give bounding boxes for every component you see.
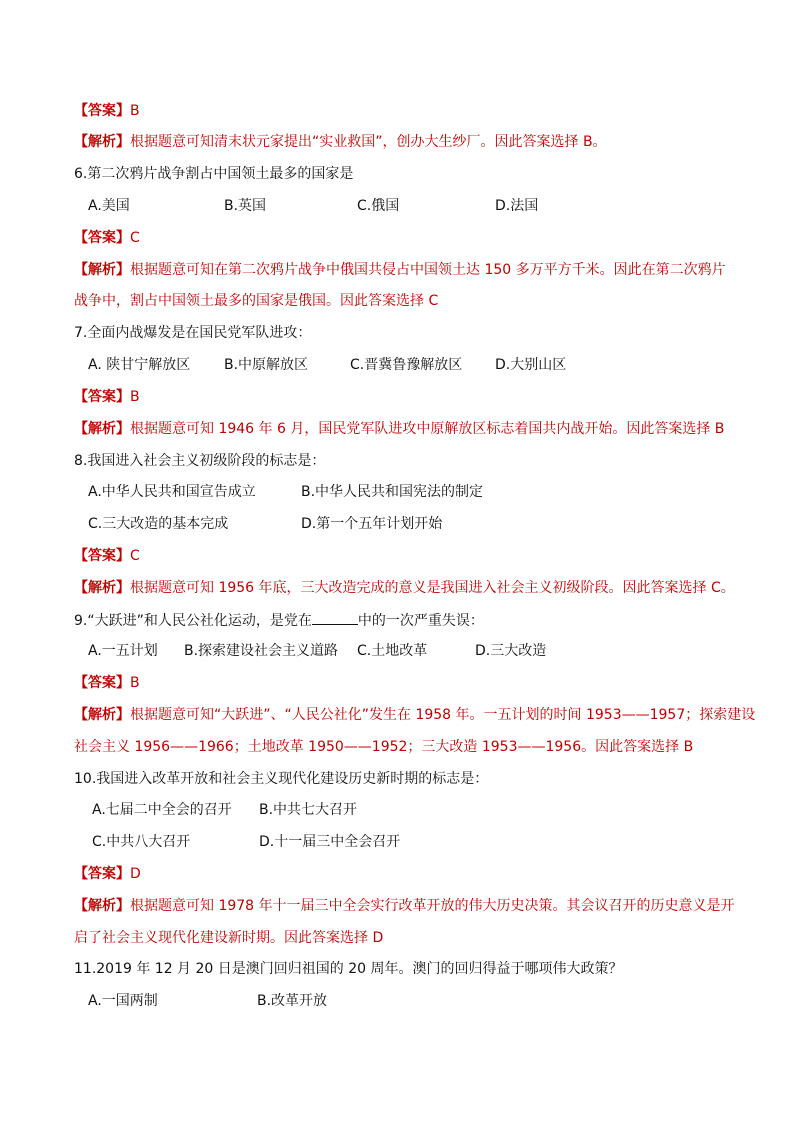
q9-option-d: D.三大改造 <box>475 643 547 659</box>
q7-analysis-line <box>74 419 724 439</box>
q6-answer-line <box>74 228 140 248</box>
q6-analysis-line <box>74 260 726 280</box>
q10-answer-line <box>74 864 141 884</box>
analysis-label: 【解析】 <box>74 421 130 437</box>
q9-stem-part2: 中的一次严重失误： <box>357 613 484 629</box>
q8-option-d: D.第一个五年计划开始 <box>301 516 443 532</box>
fill-blank <box>312 610 358 625</box>
q9-option-b: B.探索建设社会主义道路 <box>184 643 339 659</box>
q8-analysis-line <box>74 578 735 598</box>
q8-answer-line <box>74 546 140 566</box>
answer-value: D <box>130 866 141 882</box>
q10-option-a: A.七届二中全会的召开 <box>92 802 232 818</box>
q6-option-d: D.法国 <box>495 198 539 214</box>
question-8-stem: 8.我国进入社会主义初级阶段的标志是： <box>74 453 326 469</box>
answer-label: 【答案】 <box>74 230 130 246</box>
answer-value: C <box>130 548 140 564</box>
analysis-label: 【解析】 <box>74 580 130 596</box>
analysis-label: 【解析】 <box>74 898 130 914</box>
answer-value: B <box>130 675 140 691</box>
question-6-stem: 6.第二次鸦片战争割占中国领土最多的国家是 <box>74 166 354 182</box>
question-9-stem <box>74 610 484 631</box>
answer-value: B <box>130 103 140 119</box>
analysis-line <box>74 132 607 152</box>
analysis-text: 根据题意可知清末状元家提出“实业救国”，创办大生纱厂。因此答案选择 B。 <box>130 134 607 150</box>
analysis-text: 根据题意可知“大跃进”、“人民公社化”发生在 1958 年。一五计划的时间 1953——1957；探索建设 <box>130 707 756 723</box>
q6-option-b: B.英国 <box>224 198 267 214</box>
q11-option-a: A.一国两制 <box>88 993 158 1009</box>
q7-option-b: B.中原解放区 <box>224 357 309 373</box>
q7-answer-line <box>74 387 140 407</box>
q10-option-c: C.中共八大召开 <box>92 834 191 850</box>
q6-option-c: C.俄国 <box>357 198 400 214</box>
q6-option-a: A.美国 <box>88 198 130 214</box>
answer-value: C <box>130 230 140 246</box>
analysis-label: 【解析】 <box>74 134 130 150</box>
q10-analysis-cont: 启了社会主义现代化建设新时期。因此答案选择 D <box>74 930 384 946</box>
q7-option-d: D.大别山区 <box>495 357 567 373</box>
question-11-stem: 11.2019 年 12 月 20 日是澳门回归祖国的 20 周年。澳门的回归得益于哪项伟大政策？ <box>74 961 623 977</box>
q9-analysis-cont: 社会主义 1956——1966；土地改革 1950——1952；三大改造 1953——1956。因此答案选择 B <box>74 739 694 755</box>
question-7-stem: 7.全面内战爆发是在国民党军队进攻： <box>74 325 312 341</box>
answer-value: B <box>130 389 140 405</box>
q9-answer-line <box>74 673 140 693</box>
answer-label: 【答案】 <box>74 675 130 691</box>
analysis-text: 根据题意可知 1956 年底，三大改造完成的意义是我国进入社会主义初级阶段。因此答案选择 C。 <box>130 580 735 596</box>
q10-analysis-line <box>74 896 735 916</box>
analysis-text: 根据题意可知 1946 年 6 月，国民党军队进攻中原解放区标志着国共内战开始。因此答案选择 B <box>130 421 725 437</box>
analysis-label: 【解析】 <box>74 262 130 278</box>
q7-option-a: A. 陕甘宁解放区 <box>88 357 191 373</box>
q8-option-a: A.中华人民共和国宣告成立 <box>88 484 256 500</box>
analysis-label: 【解析】 <box>74 707 130 723</box>
answer-label: 【答案】 <box>74 389 130 405</box>
q11-option-b: B.改革开放 <box>257 993 328 1009</box>
q9-option-c: C.土地改革 <box>357 643 428 659</box>
q8-option-b: B.中华人民共和国宪法的制定 <box>301 484 484 500</box>
answer-label: 【答案】 <box>74 866 130 882</box>
analysis-text: 根据题意可知在第二次鸦片战争中俄国共侵占中国领土达 150 多万平方千米。因此在第二次鸦片 <box>130 262 726 278</box>
answer-label: 【答案】 <box>74 548 130 564</box>
analysis-text: 根据题意可知 1978 年十一届三中全会实行改革开放的伟大历史决策。其会议召开的历史意义是开 <box>130 898 735 914</box>
answer-line <box>74 101 140 121</box>
q10-option-b: B.中共七大召开 <box>259 802 358 818</box>
q9-stem-part1: 9.“大跃进”和人民公社化运动，是党在 <box>74 613 312 629</box>
answer-label: 【答案】 <box>74 103 130 119</box>
q9-analysis-line <box>74 705 755 725</box>
q8-option-c: C.三大改造的基本完成 <box>88 516 229 532</box>
q10-option-d: D.十一届三中全会召开 <box>259 834 401 850</box>
question-10-stem: 10.我国进入改革开放和社会主义现代化建设历史新时期的标志是： <box>74 771 489 787</box>
q7-option-c: C.晋冀鲁豫解放区 <box>350 357 463 373</box>
q9-option-a: A.一五计划 <box>88 643 158 659</box>
q6-analysis-cont: 战争中，割占中国领土最多的国家是俄国。因此答案选择 C <box>74 293 439 309</box>
